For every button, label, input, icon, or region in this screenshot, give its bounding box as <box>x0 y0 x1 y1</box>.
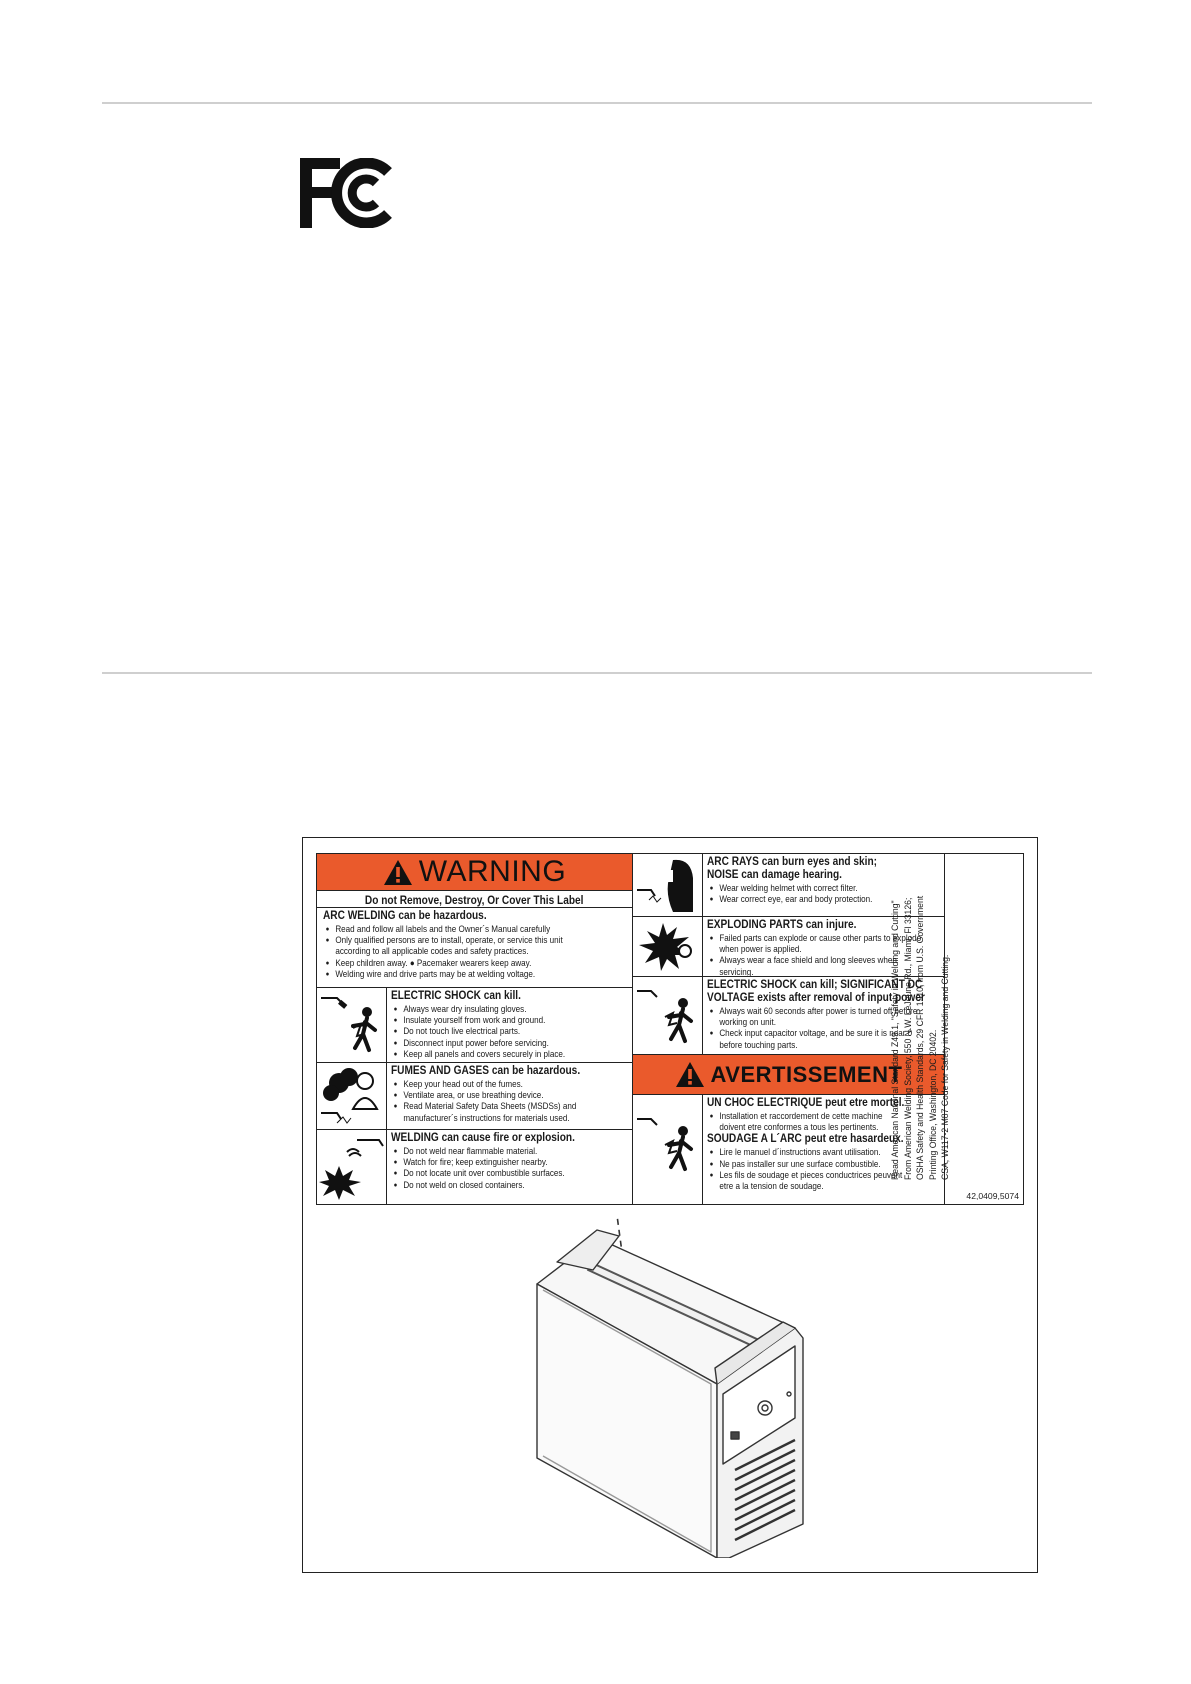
part-number: 42,0409,5074 <box>966 1191 1019 1201</box>
list-item: ● Read and follow all labels and the Owner´s Manual carefully <box>323 924 592 935</box>
exploding-parts-icon <box>633 917 701 975</box>
fumes-heading: FUMES AND GASES can be hazardous. <box>391 1065 581 1077</box>
arc-rays-heading-2: NOISE can damage hearing. <box>707 869 842 881</box>
label-placement-figure <box>302 837 1038 1573</box>
electric-shock-heading: ELECTRIC SHOCK can kill. <box>391 990 521 1002</box>
middle-divider <box>102 672 1092 674</box>
fcc-logo <box>300 158 400 228</box>
list-item: ● Watch for fire; keep extinguisher nearby. <box>391 1157 600 1168</box>
list-item: manufacturer´s instructions for materials used. <box>403 1112 570 1123</box>
list-item: servicing. <box>719 966 754 977</box>
soudage-heading: SOUDAGE A L´ARC peut etre hasardeux. <box>707 1133 904 1146</box>
list-item: ● Welding wire and drive parts may be at welding voltage. <box>323 969 592 980</box>
list-item: ● Always wear a face shield and long sleeves when <box>707 955 913 966</box>
fire-section <box>317 1130 632 1205</box>
list-item: ● Insulate yourself from work and ground. <box>391 1015 600 1026</box>
list-item: ● Read Material Safety Data Sheets (MSDSs) and <box>391 1101 600 1112</box>
list-item: before touching parts. <box>719 1039 798 1050</box>
avertissement-title: AVERTISSEMENT <box>710 1061 903 1087</box>
list-item: ● Installation et raccordement de cette machine <box>707 1111 913 1122</box>
list-item: ● Failed parts can explode or cause other parts to explode <box>707 933 913 944</box>
welding-helmet-icon <box>633 854 701 914</box>
list-item: ● Do not weld near flammable material. <box>391 1146 600 1157</box>
list-item: ● Ne pas installer sur une surface combustible. <box>707 1159 913 1170</box>
list-item: ● Disconnect input power before servicing. <box>391 1038 600 1049</box>
electric-shock-icon <box>317 988 385 1060</box>
list-item: doivent etre conformes a tous les pertinents. <box>719 1122 879 1133</box>
list-item: ● Only qualified persons are to install, operate, or service this unit <box>323 935 592 946</box>
do-not-remove-text: Do not Remove, Destroy, Or Cover This Label <box>317 891 632 908</box>
list-item: ● Lire le manuel d´instructions avant utilisation. <box>707 1147 913 1158</box>
warning-title: WARNING <box>418 855 567 888</box>
dc-voltage-heading-2: VOLTAGE exists after removal of input power <box>707 992 925 1004</box>
electric-shock-section <box>317 988 632 1063</box>
fumes-icon <box>317 1063 385 1127</box>
list-item: ● Ventilate area, or use breathing device. <box>391 1090 600 1101</box>
list-item: ● Wear correct eye, ear and body protection. <box>707 894 913 905</box>
warning-banner <box>317 854 632 891</box>
welding-machine-drawing <box>533 1218 853 1558</box>
fire-heading: WELDING can cause fire or explosion. <box>391 1132 575 1144</box>
list-item: etre a la tension de soudage. <box>719 1181 824 1192</box>
fumes-section <box>317 1063 632 1130</box>
list-item: ● Always wait 60 seconds after power is turned off before <box>707 1006 913 1017</box>
electric-shock-icon <box>633 1095 701 1195</box>
list-item: ● Do not touch live electrical parts. <box>391 1026 600 1037</box>
exploding-parts-heading: EXPLODING PARTS can injure. <box>707 919 857 931</box>
list-item: ● Always wear dry insulating gloves. <box>391 1004 600 1015</box>
electric-shock-icon <box>633 977 701 1051</box>
arc-rays-heading-1: ARC RAYS can burn eyes and skin; <box>707 856 878 868</box>
list-item: ● Do not locate unit over combustible surfaces. <box>391 1168 600 1179</box>
arc-welding-section <box>317 908 632 988</box>
list-item: ● Keep your head out of the fumes. <box>391 1079 600 1090</box>
label-right-column <box>890 854 1023 1204</box>
warning-label <box>316 853 1024 1205</box>
fire-explosion-icon <box>317 1130 385 1202</box>
warning-triangle-icon <box>383 859 413 886</box>
list-item: ● Do not weld on closed containers. <box>391 1180 600 1191</box>
list-item: ● Keep children away. ● Pacemaker wearers keep away. <box>323 958 592 969</box>
list-item: ● Keep all panels and covers securely in place. <box>391 1049 600 1060</box>
list-item: working on unit. <box>719 1017 776 1028</box>
label-left-column <box>317 854 633 1204</box>
standards-text: Read American National Standard Z49.1, "Safety in Welding and Cutting" From American Welding Society, 550 N.W. LeJeune Rd., Miami, Fl 33126; OSHA Safety and Health Standards, 29 CFR 1910, from U.S. Government Printing Office, Washington, DC 20402. CSA, W117-2 M87 Code for Safety in Welding and Cutting. <box>890 895 952 1180</box>
dc-voltage-heading-1: ELECTRIC SHOCK can kill; SIGNIFICANT DC <box>707 979 923 991</box>
list-item: ● Check input capacitor voltage, and be sure it is near 0 <box>707 1028 913 1039</box>
list-item: according to all applicable codes and safety practices. <box>335 946 529 957</box>
arc-welding-heading: ARC WELDING can be hazardous. <box>323 910 487 922</box>
list-item: when power is applied. <box>719 944 802 955</box>
choc-heading: UN CHOC ELECTRIQUE peut etre mortel. <box>707 1097 905 1109</box>
list-item: ● Wear welding helmet with correct filter. <box>707 883 913 894</box>
top-divider <box>102 102 1092 104</box>
warning-triangle-icon <box>675 1061 705 1088</box>
list-item: ● Les fils de soudage et pieces conductrices peuvent <box>707 1170 913 1181</box>
